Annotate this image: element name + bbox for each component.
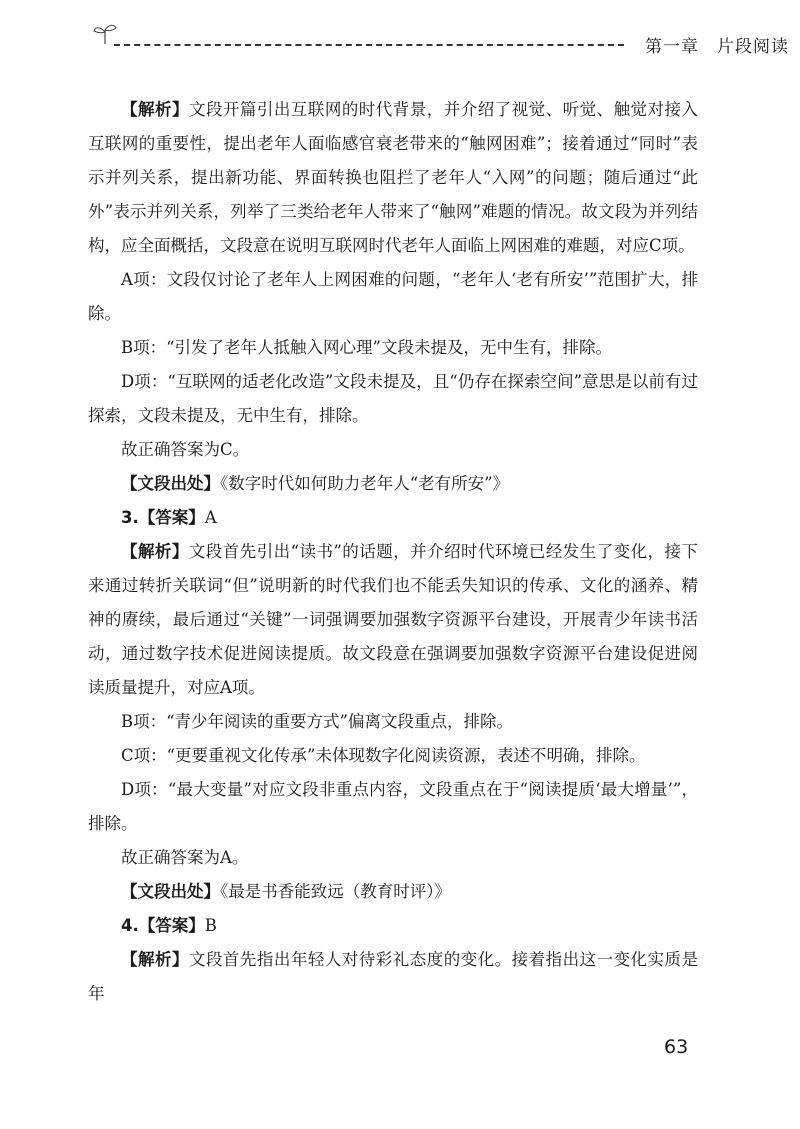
header-rule bbox=[114, 44, 624, 46]
paragraph-tag: 3.【答案】 bbox=[121, 508, 205, 527]
paragraph bbox=[88, 773, 698, 841]
paragraph bbox=[88, 909, 698, 943]
paragraph bbox=[88, 535, 698, 705]
answer-explanations bbox=[88, 93, 698, 1011]
paragraph-text: B bbox=[204, 916, 217, 935]
paragraph-text: A项：文段仅讨论了老年人上网困难的问题，“老年人‘老有所安’”范围扩大，排除。 bbox=[88, 270, 698, 323]
chapter-title: 第一章 片段阅读 bbox=[645, 37, 789, 57]
paragraph bbox=[88, 467, 698, 501]
paragraph bbox=[88, 501, 698, 535]
paragraph-text: D项：“互联网的适老化改造”文段未提及，且“仍存在探索空间”意思是以前有过探索，文段未提及，无中生有，排除。 bbox=[88, 372, 698, 425]
paragraph-text: 文段开篇引出互联网的时代背景，并介绍了视觉、听觉、触觉对接入互联网的重要性，提出老年人面临感官衰老带来的“触网困难”；接着通过“同时”表示并列关系，提出新功能、界面转换也阻拦了老年人“入网”的问题；随后通过“此外”表示并列关系，列举了三类给老年人带来了“触网”难题的情况。故文段为并列结构，应全面概括，文段意在说明互联网时代老年人面临上网困难的难题，对应C项。 bbox=[88, 100, 699, 255]
paragraph bbox=[88, 433, 698, 467]
paragraph bbox=[88, 263, 698, 331]
paragraph bbox=[88, 705, 698, 739]
paragraph-tag: 【文段出处】 bbox=[121, 882, 220, 901]
paragraph-text: 《最是书香能致远（教育时评）》 bbox=[220, 882, 451, 901]
running-header bbox=[92, 22, 789, 62]
paragraph bbox=[88, 875, 698, 909]
paragraph-tag: 【解析】 bbox=[121, 950, 189, 969]
paragraph bbox=[88, 331, 698, 365]
paragraph bbox=[88, 93, 698, 263]
paragraph-tag: 4.【答案】 bbox=[121, 916, 205, 935]
paragraph-text: D项：“最大变量”对应文段非重点内容，文段重点在于“阅读提质‘最大增量’”，排除。 bbox=[88, 780, 698, 833]
paragraph-text: 故正确答案为A。 bbox=[121, 848, 249, 867]
paragraph-text: 文段首先引出“读书”的话题，并介绍时代环境已经发生了变化，接下来通过转折关联词“但”说明新的时代我们也不能丢失知识的传承、文化的涵养、精神的赓续，最后通过“关键”一词强调要加强数字资源平台建设，开展青少年读书活动，通过数字技术促进阅读提质。故文段意在强调要加强数字资源平台建设促进阅读质量提升，对应A项。 bbox=[88, 542, 699, 697]
paragraph bbox=[88, 739, 698, 773]
paragraph-text: B项：“引发了老年人抵触入网心理”文段未提及，无中生有，排除。 bbox=[121, 338, 612, 357]
paragraph-text: 故正确答案为C。 bbox=[121, 440, 250, 459]
paragraph bbox=[88, 841, 698, 875]
paragraph-text: 文段首先指出年轻人对待彩礼态度的变化。接着指出这一变化实质是年 bbox=[88, 950, 699, 1003]
page-number: 63 bbox=[664, 1036, 689, 1058]
paragraph-tag: 【解析】 bbox=[121, 100, 189, 119]
paragraph-tag: 【解析】 bbox=[121, 542, 189, 561]
paragraph-text: C项：“更要重视文化传承”未体现数字化阅读资源，表述不明确，排除。 bbox=[121, 746, 646, 765]
sprout-icon bbox=[92, 22, 118, 46]
paragraph bbox=[88, 365, 698, 433]
paragraph-text: B项：“青少年阅读的重要方式”偏离文段重点，排除。 bbox=[121, 712, 513, 731]
paragraph-text: A bbox=[204, 508, 217, 527]
paragraph-tag: 【文段出处】 bbox=[121, 474, 220, 493]
paragraph bbox=[88, 943, 698, 1011]
paragraph-text: 《数字时代如何助力老年人“老有所安”》 bbox=[220, 474, 510, 493]
